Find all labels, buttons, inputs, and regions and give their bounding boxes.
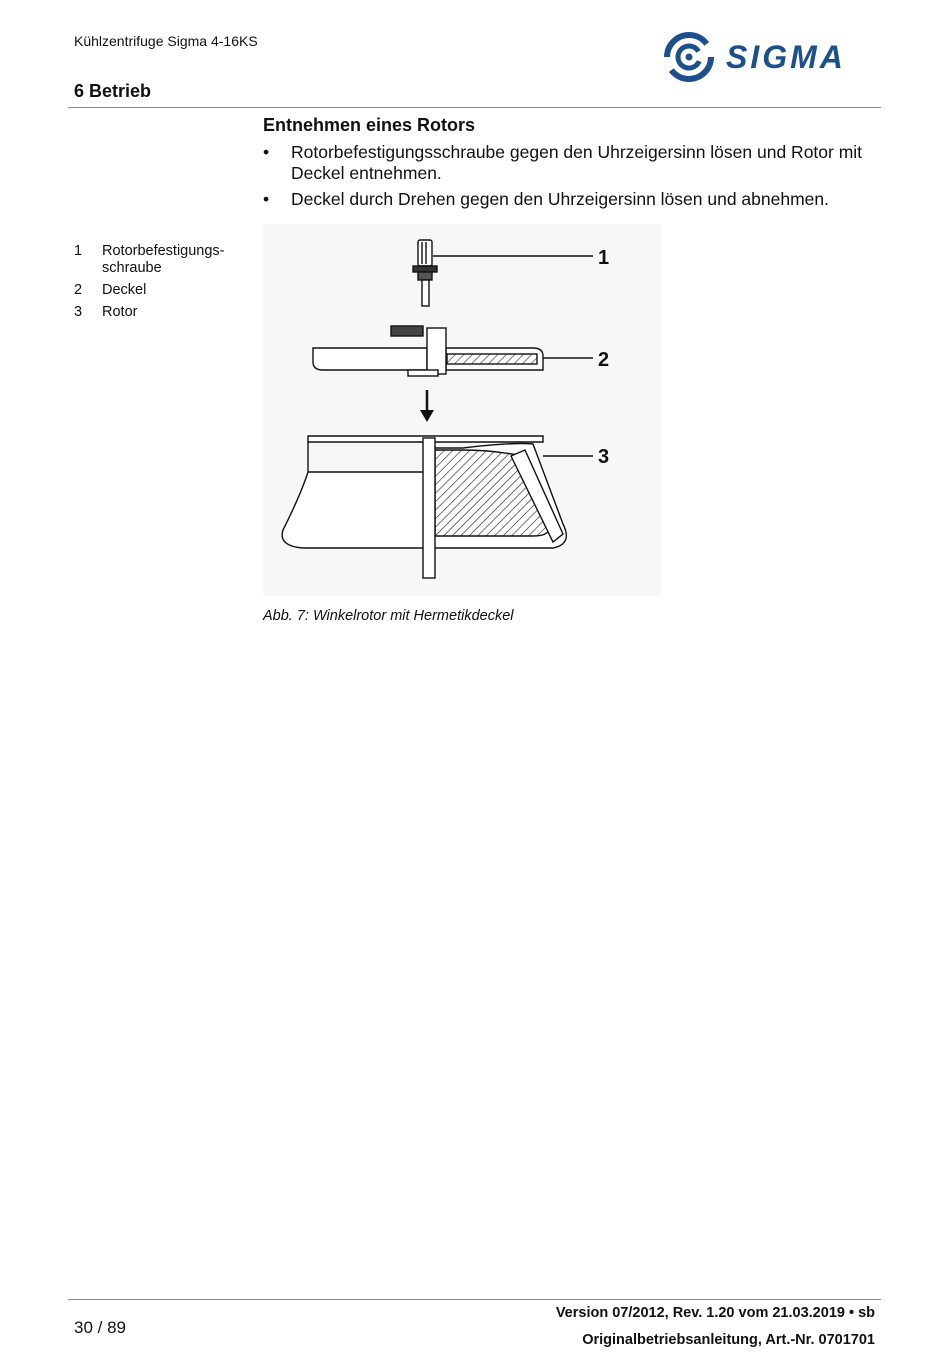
header-divider bbox=[68, 107, 881, 108]
callout-2: 2 bbox=[598, 349, 610, 371]
step-text: Rotorbefestigungsschraube gegen den Uhrzeigersinn lösen und Rotor mit Deckel entnehmen. bbox=[291, 142, 863, 183]
footer-divider bbox=[68, 1299, 881, 1300]
bullet: • bbox=[263, 189, 270, 209]
footer-original: Originalbetriebsanleitung, Art.-Nr. 0701701 bbox=[582, 1332, 875, 1348]
callout-3: 3 bbox=[598, 446, 610, 468]
bullet: • bbox=[263, 142, 270, 162]
figure-caption: Abb. 7: Winkelrotor mit Hermetikdeckel bbox=[263, 608, 514, 624]
chapter-heading: 6 Betrieb bbox=[74, 81, 152, 101]
step-list bbox=[263, 142, 873, 215]
legend-item bbox=[74, 304, 244, 321]
step-text: Deckel durch Drehen gegen den Uhrzeigersinn lösen und abnehmen. bbox=[291, 189, 829, 209]
section-title: Entnehmen eines Rotors bbox=[263, 115, 476, 135]
legend-item bbox=[74, 282, 244, 299]
figure-legend bbox=[74, 243, 244, 326]
callout-1: 1 bbox=[598, 247, 610, 269]
logo-text: SIGMA bbox=[726, 39, 846, 75]
rotor-diagram bbox=[263, 224, 661, 596]
step-item bbox=[263, 142, 873, 184]
legend-number: 1 bbox=[74, 243, 83, 259]
legend-label: Rotor bbox=[102, 304, 138, 320]
legend-number: 2 bbox=[74, 282, 83, 298]
document-title: Kühlzentrifuge Sigma 4-16KS bbox=[74, 33, 258, 49]
legend-item bbox=[74, 243, 244, 277]
legend-number: 3 bbox=[74, 304, 83, 320]
page-number: 30 / 89 bbox=[74, 1318, 126, 1337]
legend-label: Rotorbefestigungs- schraube bbox=[102, 243, 225, 276]
sigma-logo bbox=[662, 30, 876, 84]
footer-version: Version 07/2012, Rev. 1.20 vom 21.03.2019 • sb bbox=[555, 1305, 875, 1321]
legend-label: Deckel bbox=[102, 282, 147, 298]
step-item bbox=[263, 189, 873, 210]
